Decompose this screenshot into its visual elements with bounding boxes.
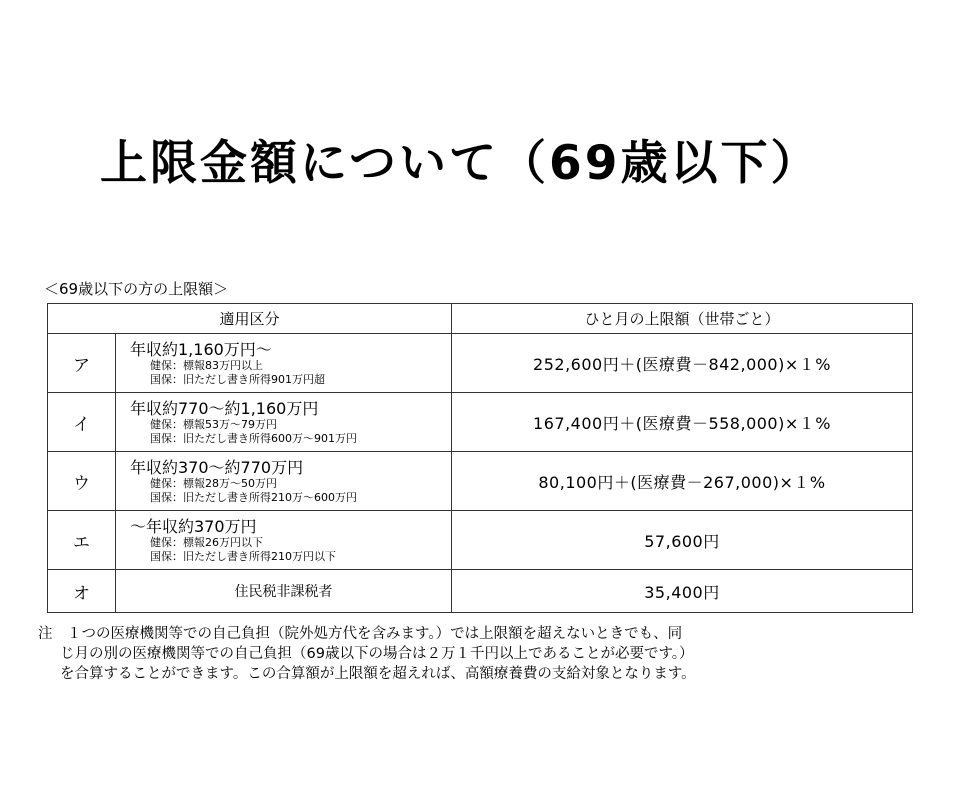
health-insurance-criterion: 健保：標報28万～50万円 [150, 476, 277, 490]
category-description [116, 452, 452, 511]
income-range: 年収約1,160万円～ [130, 339, 272, 359]
category-letter: ウ [48, 452, 116, 511]
national-insurance-criterion: 国保：旧ただし書き所得210万円以下 [150, 549, 336, 563]
footnote-line: を合算することができます。この合算額が上限額を超えれば、高額療養費の支給対象となります。 [60, 666, 696, 682]
income-range: 年収約770～約1,160万円 [130, 398, 319, 418]
income-range: ～年収約370万円 [130, 516, 257, 536]
health-insurance-criterion: 健保：標報53万～79万円 [150, 417, 277, 431]
monthly-limit-value: 80,100円＋(医療費－267,000)×１% [452, 452, 913, 511]
category-letter: ア [48, 334, 116, 393]
category-letter: エ [48, 511, 116, 570]
limit-table [47, 303, 913, 613]
category-description [116, 334, 452, 393]
monthly-limit-value: 35,400円 [452, 570, 913, 613]
table-header-row [48, 304, 913, 334]
income-range: 年収約370～約770万円 [130, 457, 304, 477]
table-row [48, 393, 913, 452]
national-insurance-criterion: 国保：旧ただし書き所得901万円超 [150, 372, 325, 386]
category-letter: イ [48, 393, 116, 452]
monthly-limit-value: 252,600円＋(医療費－842,000)×１% [452, 334, 913, 393]
monthly-limit-value: 57,600円 [452, 511, 913, 570]
national-insurance-criterion: 国保：旧ただし書き所得600万～901万円 [150, 431, 357, 445]
table-row [48, 334, 913, 393]
national-insurance-criterion: 国保：旧ただし書き所得210万～600万円 [150, 490, 357, 504]
table-caption: ＜69歳以下の方の上限額＞ [44, 280, 229, 298]
category-description: 住民税非課税者 [116, 570, 452, 613]
category-letter: オ [48, 570, 116, 613]
table-row [48, 570, 913, 613]
header-monthly-limit: ひと月の上限額（世帯ごと） [452, 304, 913, 334]
health-insurance-criterion: 健保：標報26万円以下 [150, 535, 263, 549]
table-row [48, 511, 913, 570]
category-description [116, 511, 452, 570]
page-title: 上限金額について（69歳以下） [100, 136, 821, 191]
footnote-line: 注 １つの医療機関等での自己負担（院外処方代を含みます。）では上限額を超えないときでも、同 [38, 626, 683, 642]
footnote [38, 624, 918, 684]
category-description [116, 393, 452, 452]
footnote-line: じ月の別の医療機関等での自己負担（69歳以下の場合は２万１千円以上であることが必要です。） [60, 646, 694, 662]
health-insurance-criterion: 健保：標報83万円以上 [150, 358, 263, 372]
monthly-limit-value: 167,400円＋(医療費－558,000)×１% [452, 393, 913, 452]
header-category: 適用区分 [48, 304, 452, 334]
table-row [48, 452, 913, 511]
